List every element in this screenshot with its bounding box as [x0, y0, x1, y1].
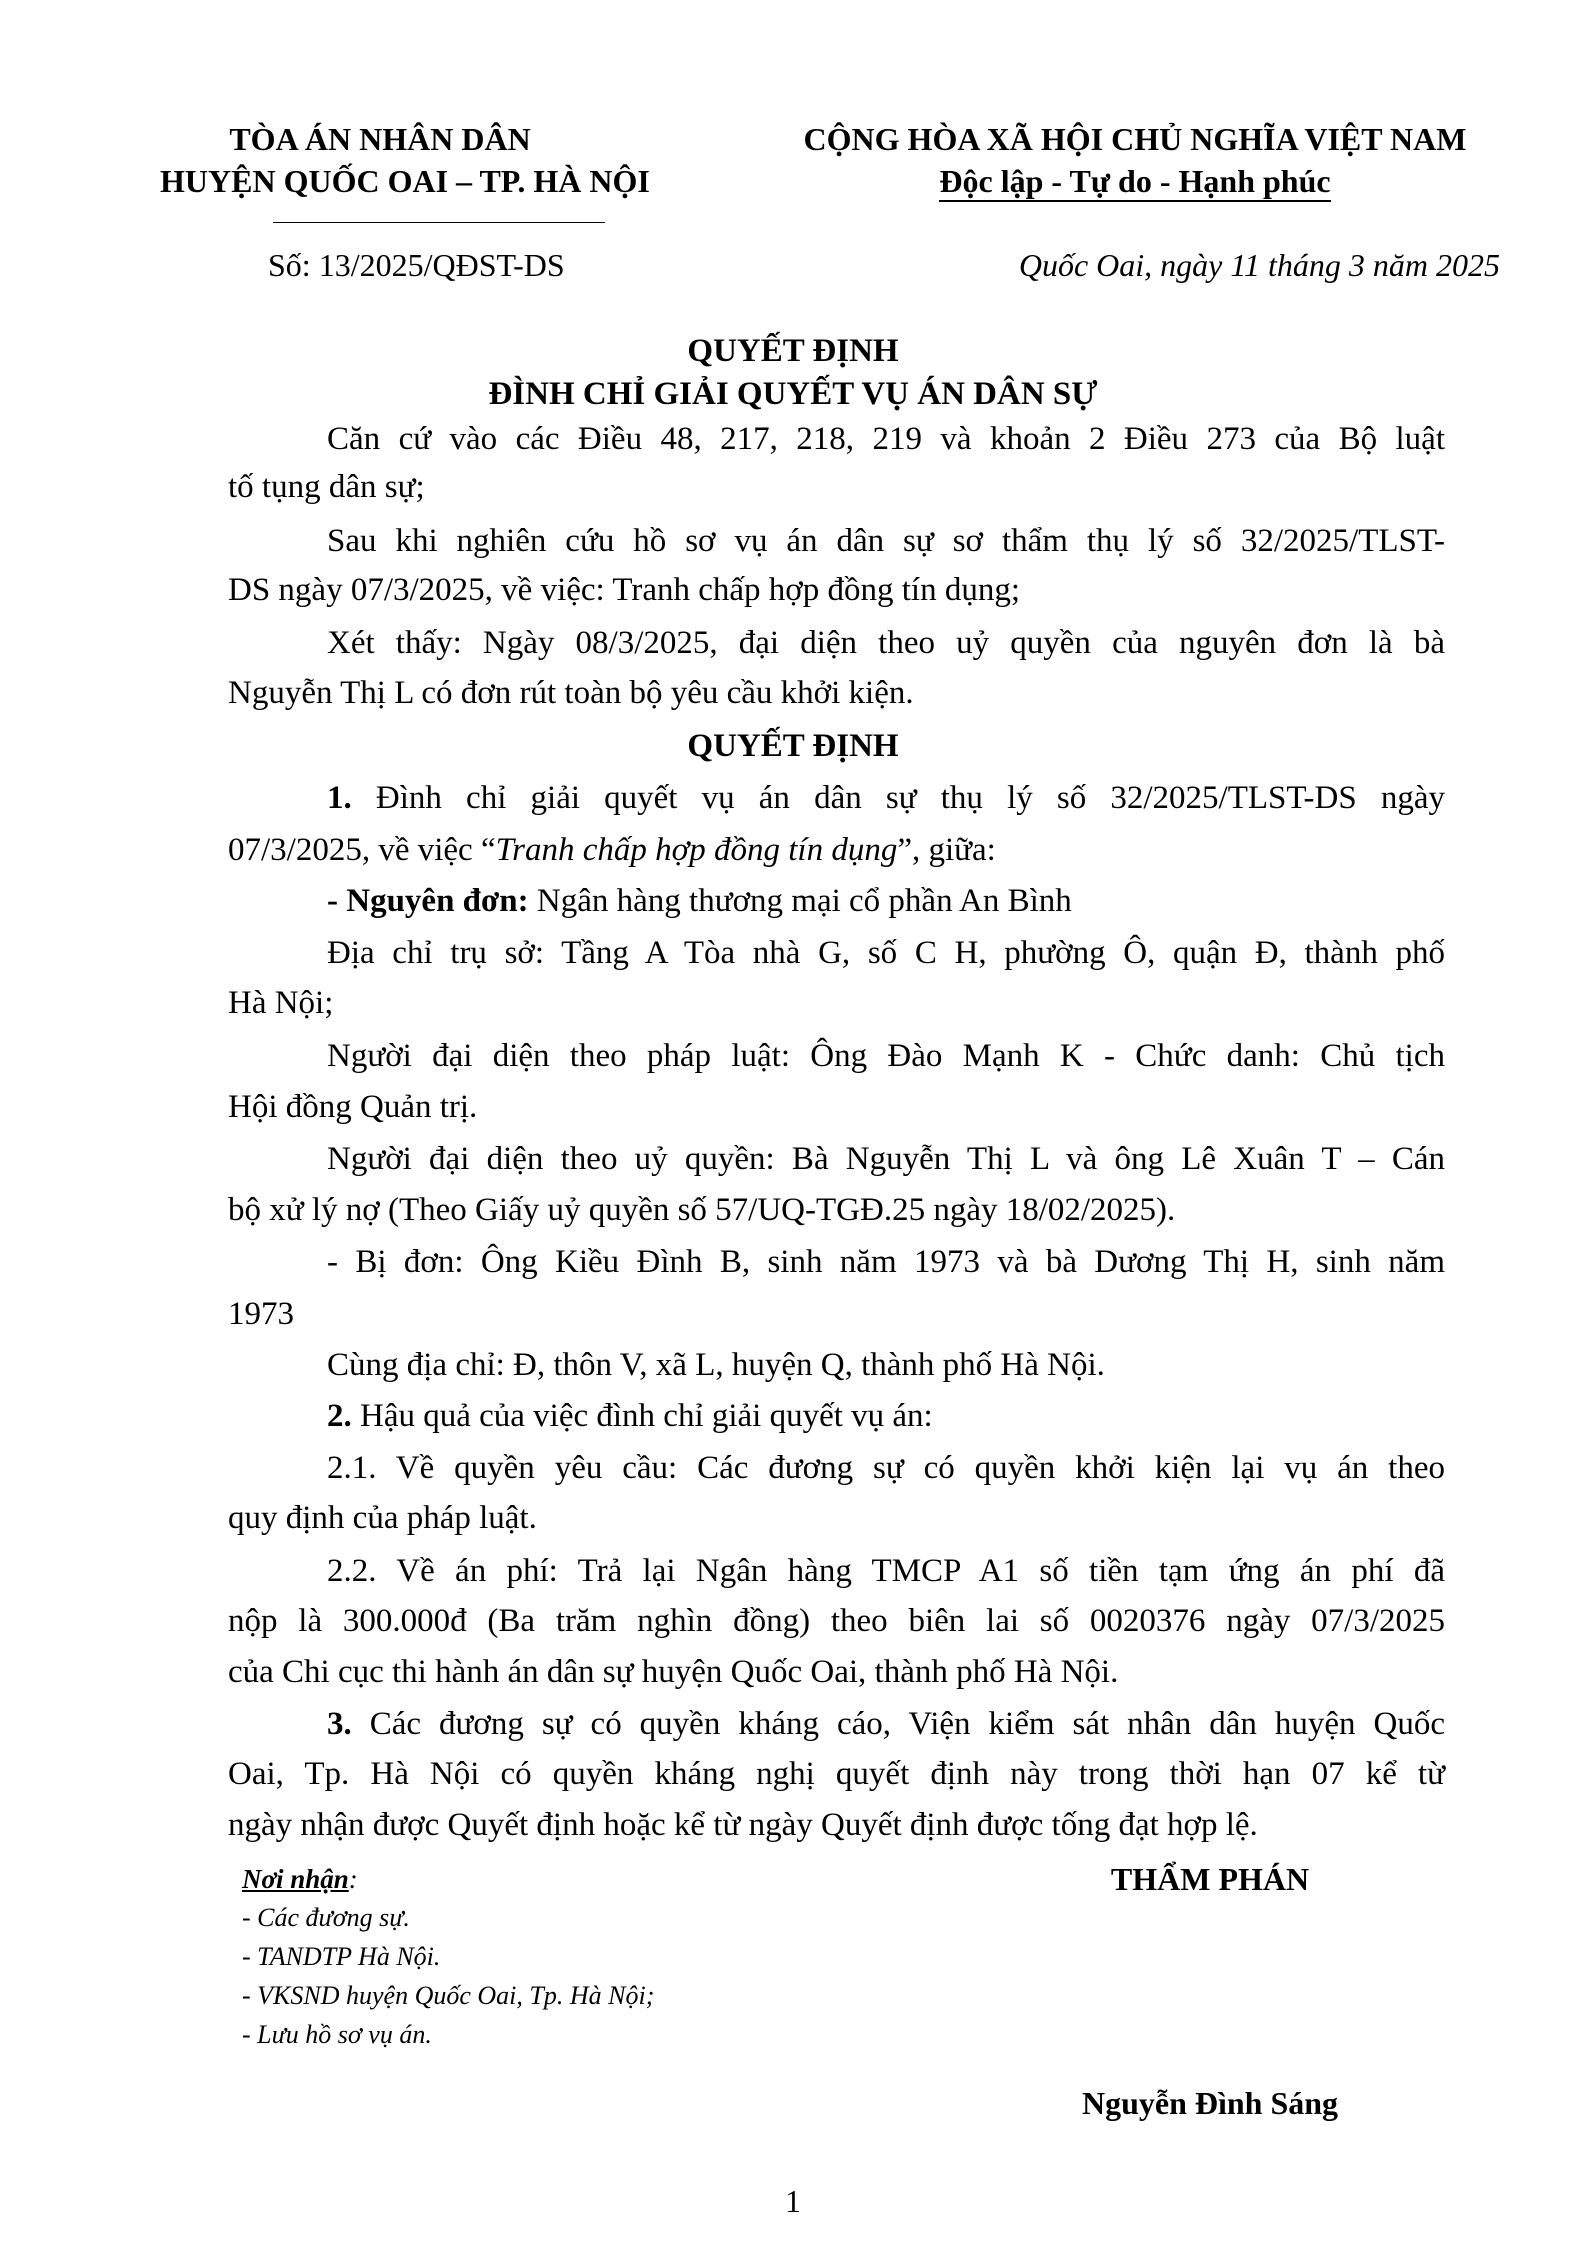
document-number: Số: 13/2025/QĐST-DS: [268, 247, 565, 283]
section22-line2: nộp là 300.000đ (Ba trăm nghìn đồng) theo biên lai số 0020376 ngày 07/3/2025: [228, 1603, 1445, 1639]
republic-motto-text: Độc lập - Tự do - Hạnh phúc: [939, 163, 1330, 202]
judge-title: THẨM PHÁN: [1110, 1861, 1310, 1897]
section3-line1: [327, 1703, 1445, 1745]
court-name-line1: TÒA ÁN NHÂN DÂN: [229, 121, 531, 157]
section21-line2: quy định của pháp luật.: [228, 1500, 537, 1536]
section3-text: Các đương sự có quyền kháng cáo, Viện kiểm sát nhân dân huyện Quốc: [369, 1706, 1446, 1742]
place-date: Quốc Oai, ngày 11 tháng 3 năm 2025: [1018, 247, 1500, 283]
common-address: Cùng địa chỉ: Đ, thôn V, xã L, huyện Q, thành phố Hà Nội.: [327, 1347, 1105, 1383]
section21-line1: 2.1. Về quyền yêu cầu: Các đương sự có quyền khởi kiện lại vụ án theo: [327, 1450, 1445, 1486]
section2-number: 2.: [327, 1398, 352, 1434]
plaintiff-line: [327, 880, 1072, 922]
legal-rep-line2: Hội đồng Quản trị.: [228, 1089, 478, 1125]
auth-rep-line2: bộ xử lý nợ (Theo Giấy uỷ quyền số 57/UQ-TGĐ.25 ngày 18/02/2025).: [228, 1192, 1176, 1228]
preamble-p1-line1: Căn cứ vào các Điều 48, 217, 218, 219 và khoản 2 Điều 273 của Bộ luật: [327, 421, 1445, 457]
plaintiff-address-line2: Hà Nội;: [228, 985, 334, 1021]
section1-line1: [327, 777, 1445, 819]
defendant-line2: 1973: [228, 1296, 294, 1332]
decision-heading: QUYẾT ĐỊNH: [687, 728, 899, 764]
preamble-p2-line1: Sau khi nghiên cứu hồ sơ vụ án dân sự sơ thẩm thụ lý số 32/2025/TLST-: [327, 523, 1445, 559]
section1-text: Đình chỉ giải quyết vụ án dân sự thụ lý số 32/2025/TLST-DS ngày: [375, 780, 1445, 816]
section1-number: 1.: [327, 780, 352, 816]
recipients-colon: :: [348, 1864, 358, 1894]
section3-line3: ngày nhận được Quyết định hoặc kể từ ngày Quyết định được tống đạt hợp lệ.: [228, 1807, 1258, 1843]
recipient-item-4: - Lưu hồ sơ vụ án.: [242, 2020, 432, 2049]
preamble-p2-line2: DS ngày 07/3/2025, về việc: Tranh chấp hợp đồng tín dụng;: [228, 572, 1020, 608]
defendant-line1: - Bị đơn: Ông Kiều Đình B, sinh năm 1973 và bà Dương Thị H, sinh năm: [327, 1244, 1445, 1280]
court-name-line2: HUYỆN QUỐC OAI – TP. HÀ NỘI: [160, 163, 650, 199]
recipients-label-text: Nơi nhận: [242, 1864, 349, 1894]
section3-number: 3.: [327, 1706, 352, 1742]
section1-l2a: 07/3/2025, về việc “: [228, 832, 496, 868]
section1-line2: [228, 829, 996, 871]
judge-name: Nguyễn Đình Sáng: [1081, 2085, 1339, 2121]
auth-rep-line1: Người đại diện theo uỷ quyền: Bà Nguyễn Thị L và ông Lê Xuân T – Cán: [327, 1141, 1445, 1177]
plaintiff-name: Ngân hàng thương mại cổ phần An Bình: [528, 883, 1072, 919]
section1-l2c: ”, giữa:: [897, 832, 996, 868]
republic-motto: [745, 160, 1525, 202]
section2-text: Hậu quả của việc đình chỉ giải quyết vụ án:: [351, 1398, 933, 1434]
section2-line: [327, 1395, 933, 1437]
preamble-p3-line1: Xét thấy: Ngày 08/3/2025, đại diện theo uỷ quyền của nguyên đơn là bà: [327, 625, 1445, 661]
section22-line1: 2.2. Về án phí: Trả lại Ngân hàng TMCP A1 số tiền tạm ứng án phí đã: [327, 1553, 1445, 1589]
doc-subtitle: ĐÌNH CHỈ GIẢI QUYẾT VỤ ÁN DÂN SỰ: [488, 376, 1098, 412]
page-number: 1: [785, 2183, 801, 2219]
recipient-item-1: - Các đương sự.: [242, 1903, 410, 1932]
section1-case-type: Tranh chấp hợp đồng tín dụng: [495, 832, 898, 868]
section22-line3: của Chi cục thi hành án dân sự huyện Quốc Oai, thành phố Hà Nội.: [228, 1654, 1119, 1690]
plaintiff-address-line1: Địa chỉ trụ sở: Tầng A Tòa nhà G, số C H, phường Ô, quận Đ, thành phố: [327, 935, 1445, 971]
section3-line2: Oai, Tp. Hà Nội có quyền kháng nghị quyết định này trong thời hạn 07 kể từ: [228, 1756, 1445, 1792]
court-underline: [273, 222, 605, 223]
plaintiff-label: - Nguyên đơn:: [327, 883, 529, 919]
preamble-p1-line2: tố tụng dân sự;: [228, 469, 425, 505]
legal-rep-line1: Người đại diện theo pháp luật: Ông Đào Mạnh K - Chức danh: Chủ tịch: [327, 1038, 1445, 1074]
recipients-label: [242, 1862, 358, 1896]
recipient-item-2: - TANDTP Hà Nội.: [242, 1942, 441, 1971]
doc-title: QUYẾT ĐỊNH: [687, 333, 899, 369]
preamble-p3-line2: Nguyễn Thị L có đơn rút toàn bộ yêu cầu khởi kiện.: [228, 675, 914, 711]
recipient-item-3: - VKSND huyện Quốc Oai, Tp. Hà Nội;: [242, 1981, 655, 2010]
republic-name: CỘNG HÒA XÃ HỘI CHỦ NGHĨA VIỆT NAM: [803, 121, 1467, 157]
